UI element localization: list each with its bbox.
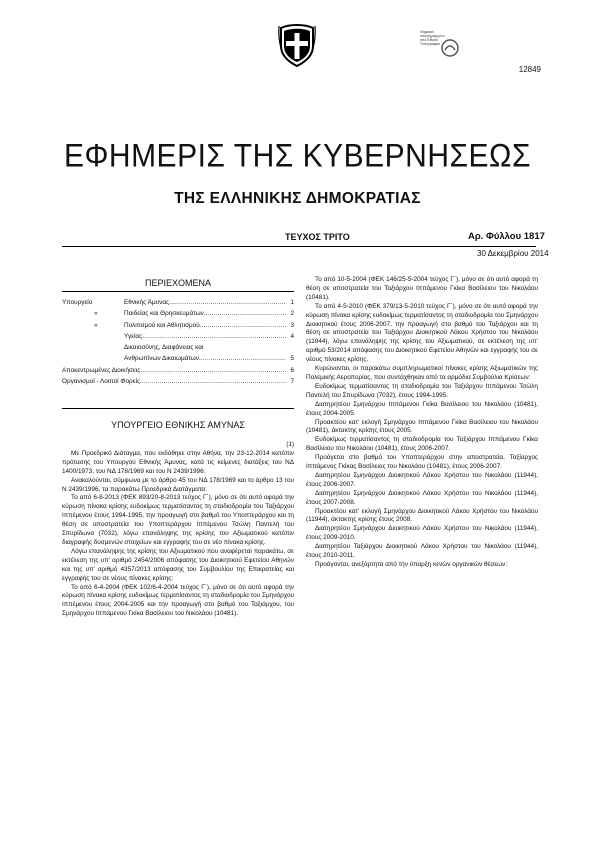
paragraph: Το από 6-4-2004 (ΦΕΚ 102/6-4-2004 τεύχος Γ΄), μόνο σε ότι αυτό αφορά την κύρωση πίνακα κρίσης ευδοκίμως τερματίσαντος τη σταδιοδρομία του Σμηνάρχου Ιππέμενου έτους 2004-2005 και την προαγωγή στο βαθμό του Ταξιάρχου, του Σμηνάρχου Ιππάμενου Γκίκα Βασίλειου του Νικολάου (10481). [62,583,294,618]
signature-seal-icon [440,38,460,58]
paragraph: Διατηρητέου Σμηνάρχου Ιππάμενου Γκίκα Βασίλειου του Νικολάου (10481), έτους 2004-2005. [306,400,538,417]
paragraph: Με Προεδρικό Διάταγμα, που εκδόθηκε στην Αθήνα, την 23-12-2014 κατόπιν πρότασης του Υπουργού Εθνικής Άμυνας, κατά τις κείμενες διατάξεις του ΝΔ 1400/1973, του ΝΔ 178/1969 και του Ν 2439/1996: [62,449,294,475]
stamp-line: από Εθνικό [420,38,438,42]
toc-category [62,331,124,342]
section-heading: ΥΠΟΥΡΓΕΙΟ ΕΘΝΙΚΗΣ ΑΜΥΝΑΣ [111,420,245,430]
paragraph: Διατηρητέου Σμηνάρχου Διοικητικού Λάκου Χρήστου του Νικολάου (11944), έτους 2009-2010. [306,525,538,542]
toc-category [62,342,124,353]
toc-row [62,331,294,342]
toc-category: » [94,310,98,318]
toc-title: Δικαιοσύνης, Διαφάνειας και [124,344,204,352]
stamp-line: υπογεγραμμένο [420,34,445,38]
toc-leader [199,353,286,364]
toc-divider [62,291,294,292]
toc-category: Αποκεντρωμένες Διοικήσεις [62,366,141,374]
paragraph: Κυρώνονται, οι παρακάτω συμπληρωματικοί πίνακες κρίσης Αξιωματικών της Πολεμικής Αεροπορίας, που συντάχθηκαν από τα αρμόδια Συμβούλια Κρίσεων: [306,365,538,381]
page-number: 12849 [518,65,541,74]
toc-page: 2 [290,310,294,318]
toc-title: Ανθρωπίνων Δικαιωμάτων [124,355,199,363]
toc-row [62,320,294,331]
toc-row [62,308,294,319]
paragraph: Ευδοκίμως τερματίσαντος τη σταδιοδρομία του Ταξιάρχου Ιππάμενου Τσώλη Παντελή του Σπυρίδωνα (7032), έτους 1994-1995. [306,382,538,399]
toc-page: 6 [290,366,294,374]
toc-row [62,376,294,387]
toc-row [62,365,294,376]
toc-page: 4 [290,332,294,340]
paragraph: Το από 6-8-2013 (ΦΕΚ 893/20-8-2013 τεύχος Γ΄), μόνο σε ότι αυτό αφορά την κύρωση πίνακα κρίσης ευδοκίμως τερματίσαντος τη σταδιοδρομία του Ταξιάρχου Ιππέμενου έτους 1994-1995, την προαγωγή στο βαθμό του Υποπτεράρχου και τη θέση σε αποστρατεία του Υποπτεράρχου Ιππέμενου Τσώλη Παντελή του Σπυρίδωνα (7032), λόγω επανάληψης της κρίσης του Αξιωματικού κατόπιν διαγραφής δυσμενών στοιχείων και εγγραφής του σε νέο πίνακα κρίσης. [62,494,294,546]
toc-page: 7 [290,378,294,386]
gazette-title: ΕΦΗΜΕΡΙΣ ΤΗΣ ΚΥΒΕΡΝΗΣΕΩΣ [63,138,532,175]
toc-row [62,342,294,353]
toc-bottom-divider [62,408,294,409]
toc-page: 5 [290,355,294,363]
paragraph: Προακτέου κατ' εκλογή Σμηνάρχου Ιππάμενου Γκίκα Βασίλειου του Νικολάου (10481), άκτακτης κρίσης έτους 2005. [306,418,538,435]
toc-leader [140,365,286,376]
sheet-number: Αρ. Φύλλου 1817 [468,231,545,242]
toc-row [62,353,294,364]
toc-page: 1 [290,299,294,306]
toc-category: Υπουργείο [62,299,93,306]
toc-category: Οργανισμοί - Λοιποί Φορείς [62,378,140,386]
stamp-line: Ψηφιακά [420,30,434,34]
issue-type: ΤΕΥΧΟΣ ΤΡΙΤΟ [285,232,350,242]
decision-number: (1) [286,441,294,448]
toc-title: Πολιτισμού και Αθλητισμού [124,321,200,329]
toc-leader [204,308,286,319]
table-of-contents [62,297,294,387]
paragraph: Διατηρητέου Σμηνάρχου Διοικητικού Λάκου Χρήστου του Νικολάου (11944), έτους 2006-2007. [306,471,538,488]
toc-category [62,353,124,364]
right-column [306,276,538,570]
paragraph: Το από 4-5-2010 (ΦΕΚ 379/13-5-2010 τεύχος Γ΄), μόνο σε ότι αυτό αφορά την κύρωση πίνακα κρίσης ευδοκίμως τερματίσαντος τη σταδιοδρομία του Σμηνάρχου Διοικητικού έτους 2006-2007, την προαγωγή στο βαθμό του Ταξιάρχου και τη θέση σε αποστρατεία του Ταξιάρχου Διοικητικού Λάκου Χρήστου του Νικολάου (11944), λόγω επανάληψης της κρίσης του Αξιωματικού, σε εκτέλεση της υπ' αριθμό 53/2014 απόφασης του Διοικητικού Εφετείου Αθηνών και εγγραφής του σε νέους πίνακες κρίσης. [306,302,538,364]
gazette-subtitle: ΤΗΣ ΕΛΛΗΝΙΚΗΣ ΔΗΜΟΚΡΑΤΙΑΣ [174,190,421,207]
paragraph: Προάγονται, ανεξάρτητα από την ύπαρξη κενών οργανικών θέσεων: [315,561,508,568]
toc-title: Παιδείας και Θρησκευμάτων [124,310,204,318]
toc-title: Υγείας [124,332,143,340]
paragraph: Λόγω επανάληψης της κρίσης του Αξιωματικού που αναφέρεται παρακάτω, σε εκτέλεση της υπ' αριθμό 2454/2006 απόφασης του Διοικητικού Εφετείου Αθηνών και της υπ' αριθμό 4357/2013 απόφασης του Συμβουλίου της Επικρατείας και εγγραφής του σε νέους πίνακες κρίσης: [62,547,294,582]
toc-heading: ΠΕΡΙΕΧΟΜΕΝΑ [144,278,211,288]
paragraph: Προάγεται στο βαθμό του Υποπτεράρχου στην αποστρατεία, Ταξίαρχος Ιππάμενος Γκίκας Βασίλειος του Νικολάου (10481), έτους 2006-2007. [306,454,538,471]
toc-leader [169,297,286,308]
paragraph: Προακτέου κατ' εκλογή Σμηνάρχου Διοικητικού Λάκου Χρήστου του Νικολάου (11944), άκτακτης κρίσης έτους 2008. [306,507,538,524]
toc-page: 3 [290,321,294,329]
paragraph: Διατηρητέου Σμηνάρχου Διοικητικού Λάκου Χρήστου του Νικολάου (11944), έτους 2007-2008. [306,489,538,506]
left-column [62,441,294,619]
paragraph: Το από 10-5-2004 (ΦΕΚ 146/25-5-2004 τεύχος Γ΄), μόνο σε ότι αυτό αφορά τη θέση σε αποστρατεία του Ταξιάρχου Ιππάμενου Γκίκα Βασίλειου του Νικολάου (10481). [306,276,538,301]
toc-leader [142,331,286,342]
toc-title: Εθνικής Άμυνας [124,299,170,306]
paragraph: Διατηρητέου Ταξιάρχου Διοικητικού Λάκου Χρήστου του Νικολάου (11944), έτους 2010-2011. [306,543,538,560]
toc-leader [200,320,286,331]
stamp-line: Τυπογραφείο [420,42,441,46]
paragraph: Ανακαλούνται, σύμφωνα με το άρθρο 45 του ΝΔ 178/1969 και το άρθρο 13 του Ν 2439/1996, τα παρακάτω Προεδρικά Διατάγματα: [62,476,294,493]
toc-category: » [94,321,98,329]
toc-page [286,342,294,353]
paragraph: Ευδοκίμως τερματίσαντος τη σταδιοδρομία του Ταξιάρχου Ιππάμενου Γκίκα Βασίλειου του Νικολάου (10481), έτους 2006-2007. [306,436,538,453]
greek-coat-of-arms-icon [277,22,317,68]
toc-row [62,297,294,308]
issue-date: 30 Δεκεμβρίου 2014 [477,249,549,258]
header-divider [62,246,536,247]
toc-leader [140,376,286,387]
